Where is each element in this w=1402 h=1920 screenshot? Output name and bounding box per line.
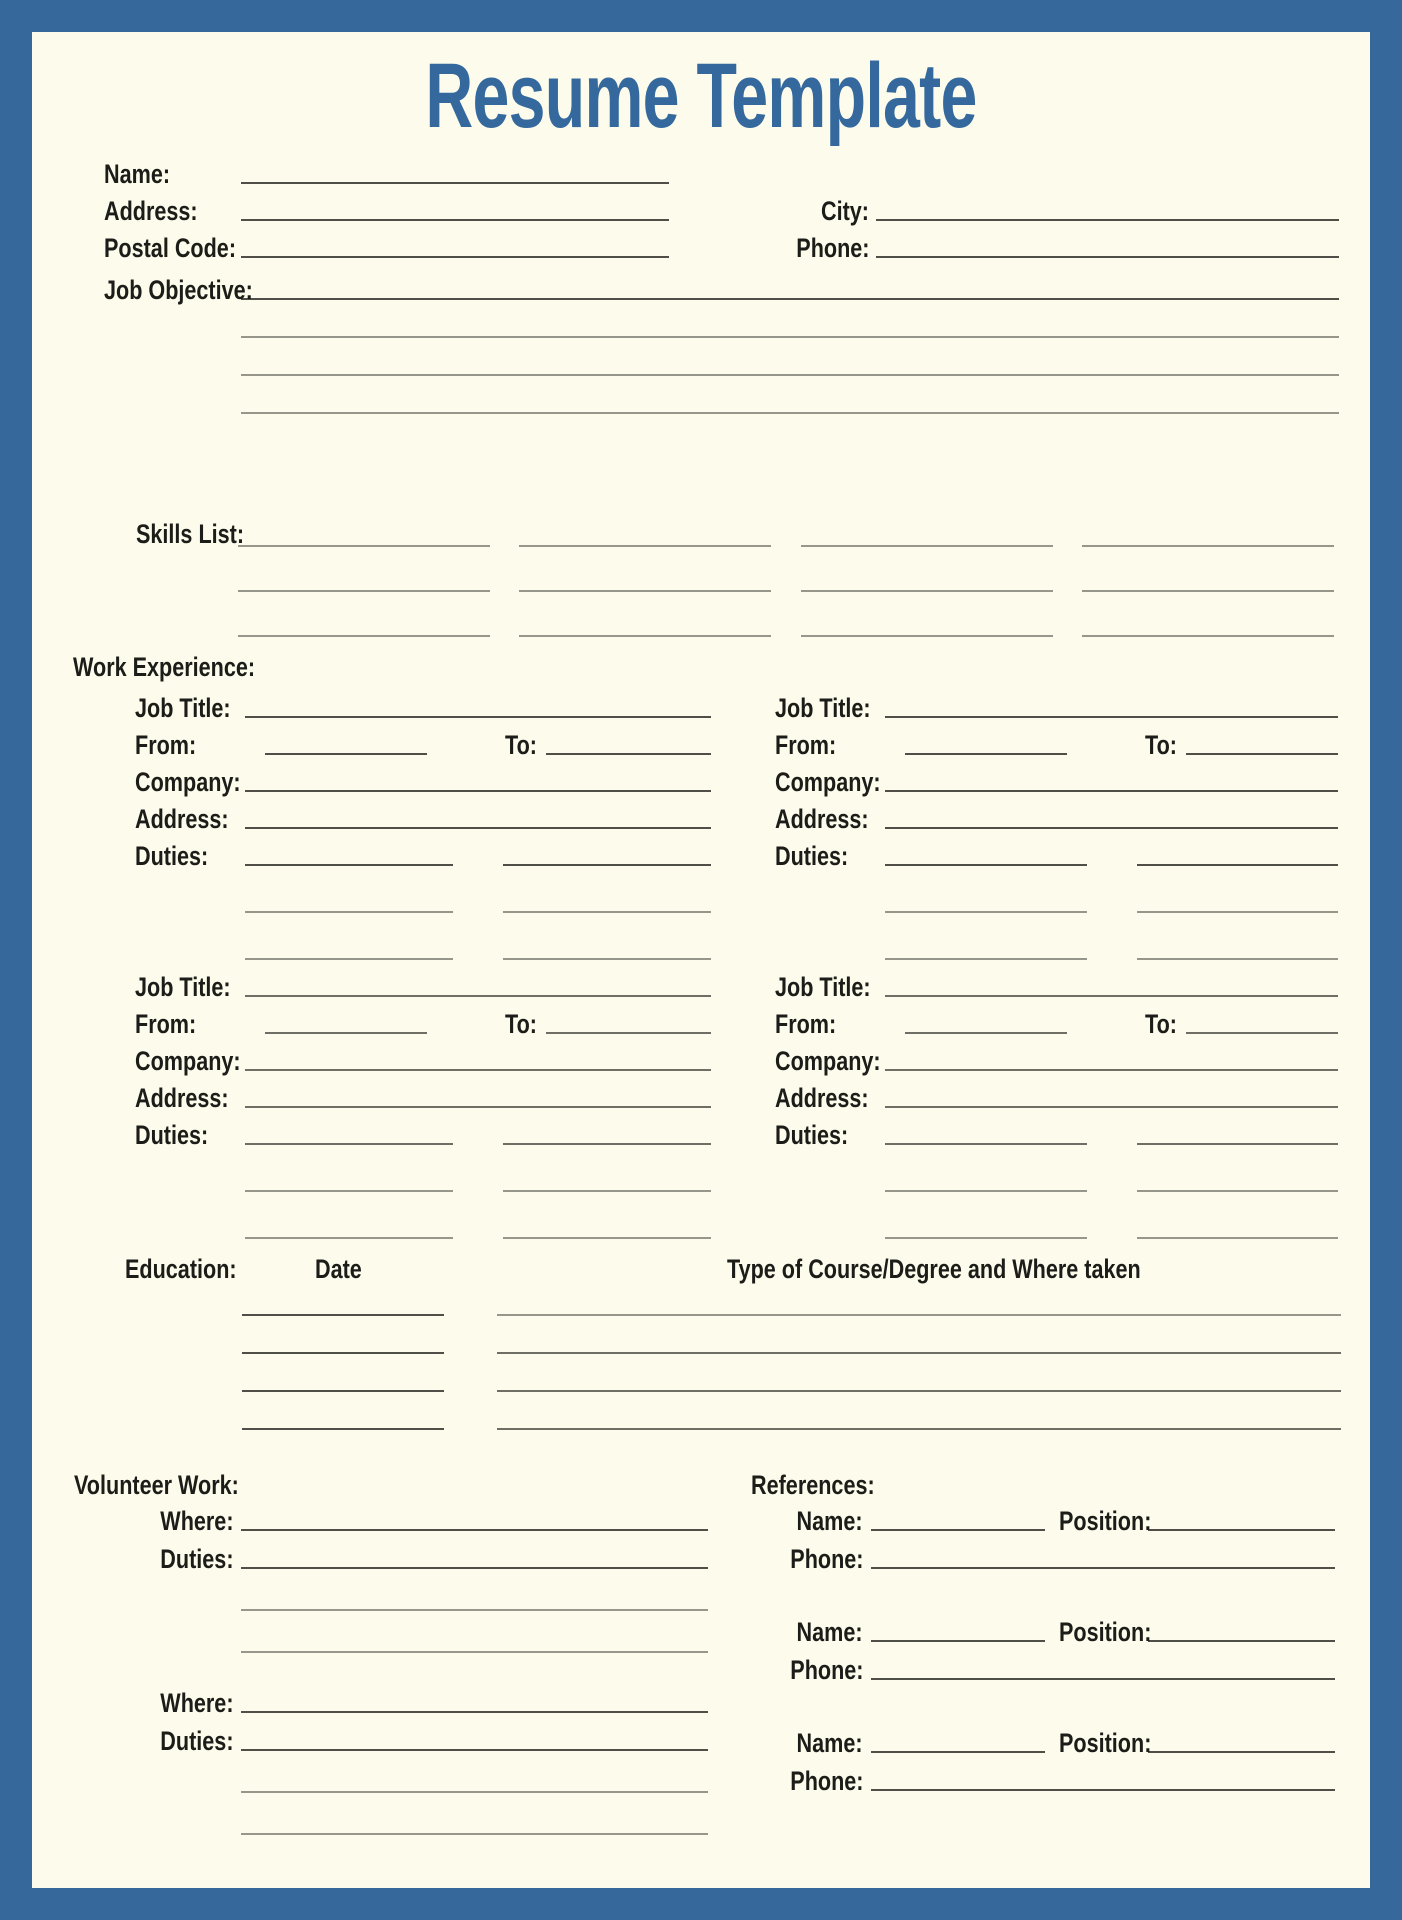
resume-template-page [32,32,1370,1888]
duties-field-line [241,1791,708,1793]
reference-phone-field-line [871,1789,1335,1791]
company-label: Company: [135,1045,241,1076]
address-city-row [104,190,1339,227]
work-experience-section [32,687,1370,1245]
reference-position-field-line [1148,1640,1335,1642]
skill-field-line [238,545,490,547]
job-title-label: Job Title: [135,971,231,1002]
job-objective-field-line [241,412,1339,414]
address-label: Address: [135,1082,229,1113]
education-row [32,1322,1370,1360]
duties-label: Duties: [160,1543,234,1574]
to-label: To: [1145,1008,1177,1039]
education-row [32,1360,1370,1398]
reference-phone-row [751,1759,1335,1797]
skills-section [32,508,1370,643]
reference-entry [751,1499,1335,1575]
references-label: References: [751,1469,875,1500]
duties-label: Duties: [775,1119,849,1150]
skills-row [238,598,1334,643]
duty-field-line [503,958,711,960]
reference-name-row [751,1499,1335,1537]
job-block [775,966,1338,1245]
duties-field-line [241,1567,708,1569]
from-field-line [265,1032,427,1034]
reference-name-field-line [871,1751,1045,1753]
job-objective-section [32,269,1370,420]
volunteer-extra-row [32,1757,708,1799]
reference-phone-row [751,1648,1335,1686]
skill-field-line [801,590,1053,592]
job-objective-label: Job Objective: [104,274,253,305]
job-blocks-row-2 [32,966,1370,1245]
reference-phone-row [751,1537,1335,1575]
name-label: Name: [104,158,171,189]
education-date-field-line [242,1428,444,1430]
job-block [135,966,711,1245]
duties-field-line [241,1749,708,1751]
postal-phone-row [104,227,1339,264]
duties-field-line [241,1651,708,1653]
volunteer-duties-row [32,1719,708,1757]
skill-field-line [1082,635,1334,637]
personal-info-section [32,153,1370,264]
name-label: Name: [796,1727,863,1758]
duty-field-line [1137,911,1339,913]
skill-field-line [238,635,490,637]
name-field-line [241,182,669,184]
skill-field-line [519,545,771,547]
skill-field-line [519,590,771,592]
reference-name-field-line [871,1640,1045,1642]
company-field-line [885,1069,1338,1071]
education-row [32,1398,1370,1436]
skill-field-line [519,635,771,637]
name-row [104,153,1339,190]
position-label: Position: [1059,1727,1152,1758]
reference-entry [751,1610,1335,1686]
to-field-line [546,1032,711,1034]
duty-field-line [1137,1237,1339,1239]
duty-field-line [245,864,453,866]
education-course-field-line [497,1314,1341,1316]
education-date-field-line [242,1314,444,1316]
education-date-header: Date [315,1253,362,1284]
education-header-row [32,1255,1370,1284]
address-label: Address: [775,803,869,834]
education-date-field-line [242,1390,444,1392]
company-field-line [245,790,711,792]
phone-field-line [876,256,1339,258]
to-field-line [1186,1032,1338,1034]
reference-phone-field-line [871,1567,1335,1569]
volunteer-extra-row [32,1617,708,1659]
job-title-label: Job Title: [775,692,871,723]
to-field-line [1186,753,1338,755]
volunteer-where-row [32,1681,708,1719]
education-section [32,1255,1370,1436]
skills-row [238,508,1334,553]
reference-phone-field-line [871,1678,1335,1680]
volunteer-work-label: Volunteer Work: [74,1469,239,1500]
reference-name-field-line [871,1529,1045,1531]
phone-label: Phone: [789,1654,863,1685]
duty-field-line [1137,864,1339,866]
from-label: From: [135,729,197,760]
position-label: Position: [1059,1616,1152,1647]
job-objective-extra-row [104,382,1339,420]
education-course-field-line [497,1352,1341,1354]
duty-field-line [885,1143,1087,1145]
duty-field-line [503,911,711,913]
duty-field-line [885,911,1087,913]
from-field-line [905,1032,1067,1034]
company-label: Company: [775,1045,881,1076]
duties-label: Duties: [775,840,849,871]
job-title-field-line [885,995,1338,997]
duty-field-line [885,1237,1087,1239]
skill-field-line [801,635,1053,637]
education-course-field-line [497,1428,1341,1430]
duty-field-line [245,1190,453,1192]
to-field-line [546,753,711,755]
phone-label: Phone: [795,232,869,263]
name-label: Name: [796,1616,863,1647]
reference-position-field-line [1148,1751,1335,1753]
job-objective-extra-row [104,344,1339,382]
where-field-line [241,1529,708,1531]
education-label: Education: [125,1253,237,1284]
duty-field-line [1137,1190,1339,1192]
volunteer-extra-row [32,1799,708,1841]
volunteer-duties-row [32,1537,708,1575]
address-field-line [885,827,1338,829]
city-field-line [876,219,1339,221]
address-field-line [245,1106,711,1108]
volunteer-where-row [32,1499,708,1537]
education-date-field-line [242,1352,444,1354]
job-title-field-line [245,716,711,718]
company-field-line [885,790,1338,792]
job-blocks-row-1 [32,687,1370,966]
page-title: Resume Template [425,45,977,147]
position-label: Position: [1059,1505,1152,1536]
job-objective-field-line [241,298,1339,300]
company-field-line [245,1069,711,1071]
duties-label: Duties: [135,1119,209,1150]
duty-field-line [245,911,453,913]
to-label: To: [505,1008,537,1039]
address-field-line [241,219,669,221]
education-row [32,1284,1370,1322]
duty-field-line [1137,958,1339,960]
job-title-label: Job Title: [775,971,871,1002]
skills-lines-grid [238,508,1334,643]
skill-field-line [801,545,1053,547]
reference-name-row [751,1721,1335,1759]
duties-label: Duties: [135,840,209,871]
postal-code-label: Postal Code: [104,232,237,263]
phone-label: Phone: [789,1543,863,1574]
job-title-label: Job Title: [135,692,231,723]
duties-label: Duties: [160,1725,234,1756]
job-block [775,687,1338,966]
duty-field-line [885,864,1087,866]
duty-field-line [885,1190,1087,1192]
address-label: Address: [135,803,229,834]
where-label: Where: [160,1505,234,1536]
duty-field-line [503,864,711,866]
skill-field-line [238,590,490,592]
to-label: To: [505,729,537,760]
from-field-line [265,753,427,755]
address-field-line [885,1106,1338,1108]
from-label: From: [775,1008,837,1039]
duty-field-line [503,1143,711,1145]
postal-code-field-line [241,256,669,258]
where-label: Where: [160,1687,234,1718]
job-block [135,687,711,966]
duties-field-line [241,1833,708,1835]
company-label: Company: [775,766,881,797]
skills-list-label: Skills List: [136,518,245,549]
job-objective-extra-row [104,306,1339,344]
references-section [751,1471,1370,1841]
phone-label: Phone: [789,1765,863,1796]
job-objective-row [104,269,1339,306]
job-objective-field-line [241,374,1339,376]
to-label: To: [1145,729,1177,760]
company-label: Company: [135,766,241,797]
duty-field-line [245,1143,453,1145]
duty-field-line [503,1237,711,1239]
reference-entry [751,1721,1335,1797]
from-label: From: [775,729,837,760]
address-field-line [245,827,711,829]
job-objective-field-line [241,336,1339,338]
skill-field-line [1082,545,1334,547]
skills-row [238,553,1334,598]
duty-field-line [245,1237,453,1239]
job-title-field-line [885,716,1338,718]
duty-field-line [245,958,453,960]
reference-name-row [751,1610,1335,1648]
education-course-header: Type of Course/Degree and Where taken [727,1253,1141,1284]
volunteer-work-section [32,1471,708,1841]
duties-field-line [241,1609,708,1611]
address-label: Address: [104,195,198,226]
where-field-line [241,1711,708,1713]
education-course-field-line [497,1390,1341,1392]
skill-field-line [1082,590,1334,592]
job-title-field-line [245,995,711,997]
duty-field-line [885,958,1087,960]
duty-field-line [503,1190,711,1192]
reference-position-field-line [1148,1529,1335,1531]
work-experience-label: Work Experience: [73,651,256,682]
bottom-section [32,1471,1370,1841]
city-label: City: [821,195,869,226]
name-label: Name: [796,1505,863,1536]
volunteer-extra-row [32,1575,708,1617]
duty-field-line [1137,1143,1339,1145]
from-label: From: [135,1008,197,1039]
address-label: Address: [775,1082,869,1113]
from-field-line [905,753,1067,755]
